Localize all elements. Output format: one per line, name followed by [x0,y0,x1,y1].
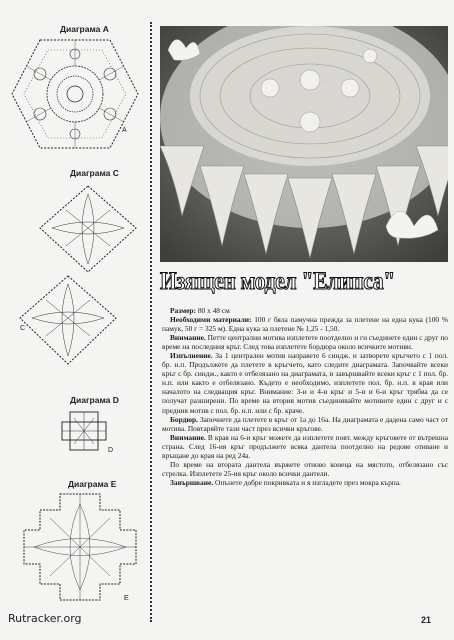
title-text: Изящен модел "Елипса" [160,268,395,295]
footer-logo: Rutracker.org [8,612,82,625]
materials-label: Необходими материали: [170,315,252,325]
article-title [160,264,446,302]
materials-value: 100 г бяла памучна прежда за плетене на една кука (100 % памук, 50 г = 325 м). Една кука за плетене № 1,25 - 1,50. [162,315,448,334]
note1-paragraph [162,333,448,351]
execution-value: За 1 централен мотив направете 6 синдж. и затворете кръгчето с 1 пол. бр. н.п. Продължете да плетете в кръгчето, като следите диаграмата. Започвайте всеки кръг с бр. синдж., както е отбелязано на диаграмата, и завършвайте всеки кръг с 1 пол. бр. н.п. или както е отбелязано. Където е необходимо, изплетете пол. бр. н.п. в края или началото на следващия кръг. Внимание: 3-и и 4-и кръг и 5-и и 6-и кръг трябва да се получат разширени. По време на втория мотив съединявайте мотивите един с друг и с предния мотив с пол. бр. н.п. или с бр. краче. [162,351,448,415]
finish-paragraph [162,478,448,487]
diagram-a-label: Диаграма А [60,24,109,34]
diagram-d-chart [60,408,120,454]
diagram-e-letter: E [124,595,129,602]
doily-photo [160,26,448,262]
execution-label: Изпълнение. [170,351,213,361]
materials-paragraph [162,315,448,333]
extra-paragraph: По време на втората дантела вържете отново конеца на мястото, отбелязано със стрелка. Изплетете 25-ия кръг около всички дантели. [162,459,448,478]
note2-label: Внимание. [170,432,206,442]
diagram-c-chart [16,180,142,370]
diagram-a-letter: A [122,127,127,134]
column-divider [150,22,152,622]
note1-value: Петте централни мотива изплетете поотделно и ги съединете един с друг по време на последния кръг. След това изплетете бордюра около всичките мотиви. [162,333,448,352]
note2-value: В края на 6-и кръг можете да изплетете повт. между кръговете от вътрешна страна. След 16-ия кръг продължете всяка дантела поотделно на редове отиване и връщане до края на ред 24а. [162,432,448,460]
note2-paragraph [162,433,448,460]
finish-value: Опънете добре покривката и я изгладете през мокра кърпа. [215,477,401,487]
diagram-e-chart [20,490,140,604]
diagram-d-letter: D [108,447,114,454]
finish-label: Завършване. [170,477,214,487]
diagram-c-label: Диаграма С [70,168,119,178]
diagram-d-label: Диаграма D [70,395,119,405]
instructions-text [162,306,448,487]
diagram-c-letter: C [20,325,26,332]
border-value: Започнете да плетете в кръг от 1а до 16а. На диаграмата е дадена само част от мотива. Повтаряйте тази част през всички кръгове. [162,414,448,433]
diagram-e-label: Диаграма E [68,479,117,489]
size-label: Размер: [170,306,196,315]
diagrams-column [0,0,150,640]
size-paragraph [162,306,448,315]
size-value: 80 х 48 см [197,306,230,315]
doily-photo-image [160,26,448,262]
border-label: Бордюр. [170,414,198,424]
border-paragraph [162,415,448,433]
diagram-a-chart [10,34,140,154]
note1-label: Внимание. [170,333,206,343]
page-number: 21 [421,615,432,625]
execution-paragraph [162,351,448,414]
